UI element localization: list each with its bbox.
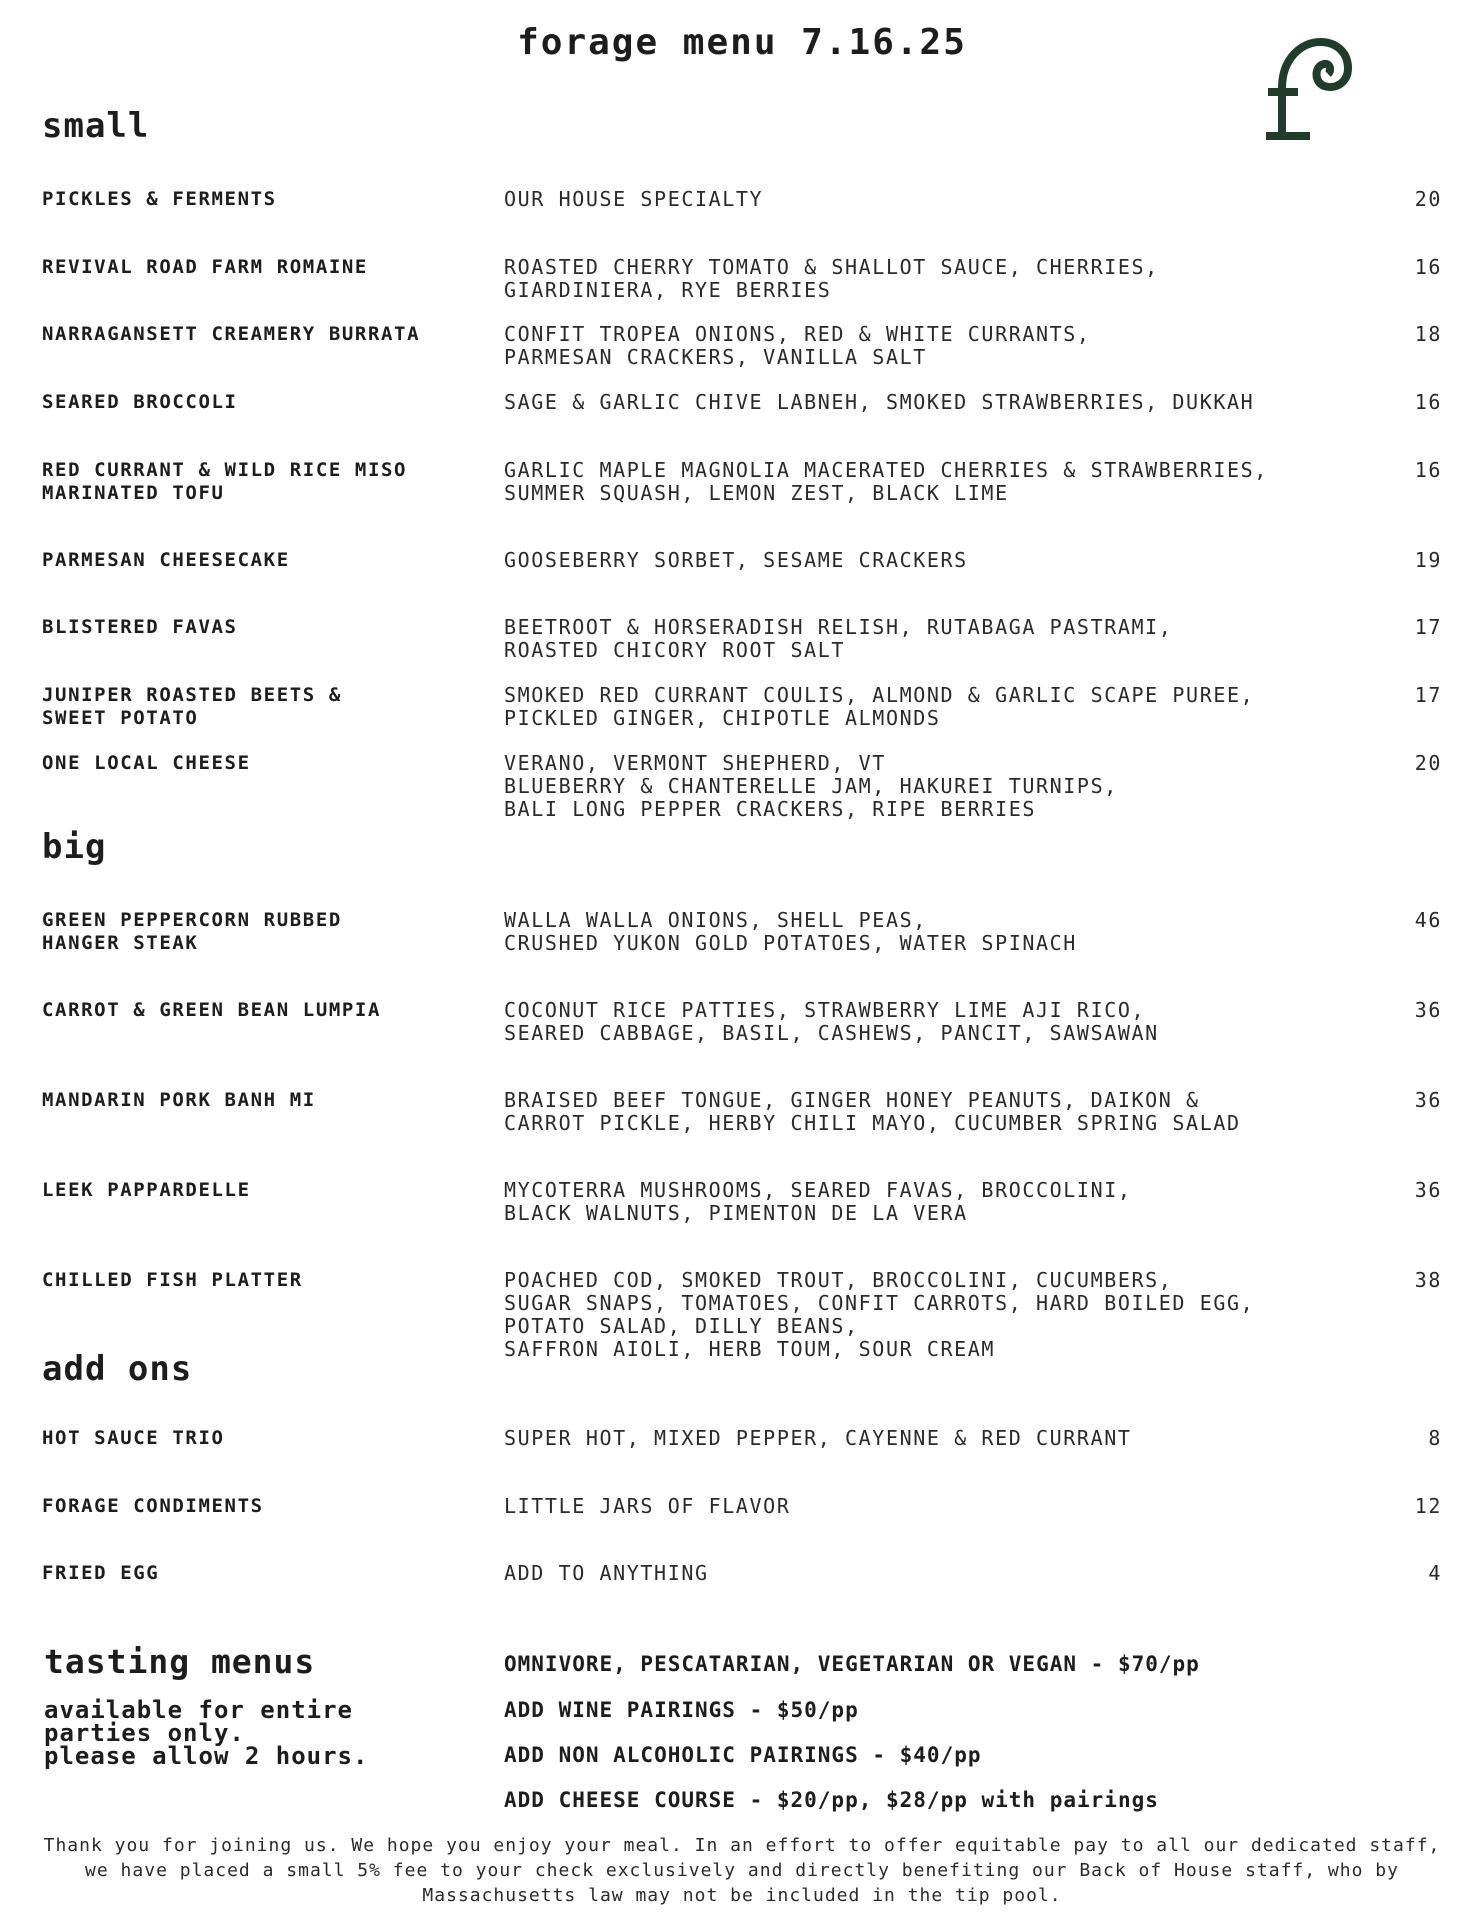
item-name: HOT SAUCE TRIO	[42, 1427, 225, 1449]
item-description: MYCOTERRA MUSHROOMS, SEARED FAVAS, BROCCOLINI, BLACK WALNUTS, PIMENTON DE LA VERA	[504, 1178, 1132, 1225]
section-heading-small: small	[42, 106, 150, 146]
item-name: PARMESAN CHEESECAKE	[42, 549, 290, 571]
item-name: CHILLED FISH PLATTER	[42, 1269, 303, 1291]
item-price: 17	[1414, 683, 1442, 707]
section-heading-addons: add ons	[42, 1349, 193, 1389]
item-name: REVIVAL ROAD FARM ROMAINE	[42, 256, 368, 278]
forage-logo-icon	[1262, 36, 1352, 140]
item-name: GREEN PEPPERCORN RUBBED HANGER STEAK	[42, 909, 342, 954]
item-description: GARLIC MAPLE MAGNOLIA MACERATED CHERRIES & STRAWBERRIES, SUMMER SQUASH, LEMON ZEST, BLACK LIME	[504, 458, 1268, 505]
item-price: 17	[1414, 615, 1442, 639]
item-name: JUNIPER ROASTED BEETS & SWEET POTATO	[42, 684, 342, 729]
item-description: BEETROOT & HORSERADISH RELISH, RUTABAGA PASTRAMI, ROASTED CHICORY ROOT SALT	[504, 615, 1173, 662]
item-name: PICKLES & FERMENTS	[42, 188, 277, 210]
item-description: WALLA WALLA ONIONS, SHELL PEAS, CRUSHED YUKON GOLD POTATOES, WATER SPINACH	[504, 908, 1077, 955]
item-description: COCONUT RICE PATTIES, STRAWBERRY LIME AJI RICO, SEARED CABBAGE, BASIL, CASHEWS, PANCIT, SAWSAWAN	[504, 998, 1159, 1045]
item-price: 16	[1414, 390, 1442, 414]
item-price: 16	[1414, 255, 1442, 279]
tasting-option: ADD WINE PAIRINGS - $50/pp	[504, 1698, 859, 1722]
tasting-option: ADD NON ALCOHOLIC PAIRINGS - $40/pp	[504, 1743, 982, 1767]
item-description: SAGE & GARLIC CHIVE LABNEH, SMOKED STRAWBERRIES, DUKKAH	[504, 390, 1255, 414]
item-name: FORAGE CONDIMENTS	[42, 1495, 264, 1517]
item-name: BLISTERED FAVAS	[42, 616, 238, 638]
item-name: SEARED BROCCOLI	[42, 391, 238, 413]
item-description: ADD TO ANYTHING	[504, 1561, 709, 1585]
section-heading-big: big	[42, 827, 107, 867]
item-price: 4	[1428, 1561, 1442, 1585]
item-name: LEEK PAPPARDELLE	[42, 1179, 251, 1201]
item-description: SUPER HOT, MIXED PEPPER, CAYENNE & RED CURRANT	[504, 1426, 1132, 1450]
item-price: 20	[1414, 187, 1442, 211]
item-price: 8	[1428, 1426, 1442, 1450]
item-description: VERANO, VERMONT SHEPHERD, VT BLUEBERRY & CHANTERELLE JAM, HAKUREI TURNIPS, BALI LONG PEPPER CRACKERS, RIPE BERRIES	[504, 751, 1118, 821]
tasting-option: ADD CHEESE COURSE - $20/pp, $28/pp with pairings	[504, 1788, 1159, 1812]
item-description: ROASTED CHERRY TOMATO & SHALLOT SAUCE, CHERRIES, GIARDINIERA, RYE BERRIES	[504, 255, 1159, 302]
item-price: 12	[1414, 1494, 1442, 1518]
item-description: SMOKED RED CURRANT COULIS, ALMOND & GARLIC SCAPE PUREE, PICKLED GINGER, CHIPOTLE ALMONDS	[504, 683, 1255, 730]
tasting-menus-note: available for entire parties only. please allow 2 hours.	[44, 1696, 369, 1770]
item-price: 36	[1414, 1178, 1442, 1202]
item-description: BRAISED BEEF TONGUE, GINGER HONEY PEANUTS, DAIKON & CARROT PICKLE, HERBY CHILI MAYO, CUCUMBER SPRING SALAD	[504, 1088, 1241, 1135]
item-name: NARRAGANSETT CREAMERY BURRATA	[42, 323, 421, 345]
item-name: RED CURRANT & WILD RICE MISO MARINATED TOFU	[42, 459, 408, 504]
footer-note: Thank you for joining us. We hope you enjoy your meal. In an effort to offer equitable pay to all our dedicated staff, we have placed a small 5% fee to your check exclusively and directly benefiting our Back of House staff, who by Massachusetts law may not be included in the tip pool.	[43, 1835, 1441, 1906]
item-price: 38	[1414, 1268, 1442, 1292]
item-price: 18	[1414, 322, 1442, 346]
item-name: MANDARIN PORK BANH MI	[42, 1089, 316, 1111]
item-name: FRIED EGG	[42, 1562, 160, 1584]
item-name: ONE LOCAL CHEESE	[42, 752, 251, 774]
item-price: 36	[1414, 1088, 1442, 1112]
item-description: POACHED COD, SMOKED TROUT, BROCCOLINI, CUCUMBERS, SUGAR SNAPS, TOMATOES, CONFIT CARROTS, HARD BOILED EGG, POTATO SALAD, DILLY BEANS, SAFFRON AIOLI, HERB TOUM, SOUR CREAM	[504, 1268, 1255, 1361]
item-name: CARROT & GREEN BEAN LUMPIA	[42, 999, 382, 1021]
page-title: forage menu 7.16.25	[517, 22, 967, 63]
item-price: 20	[1414, 751, 1442, 775]
item-price: 36	[1414, 998, 1442, 1022]
item-description: OUR HOUSE SPECIALTY	[504, 187, 764, 211]
item-price: 46	[1414, 908, 1442, 932]
tasting-menus-heading: tasting menus	[44, 1642, 316, 1681]
item-description: CONFIT TROPEA ONIONS, RED & WHITE CURRANTS, PARMESAN CRACKERS, VANILLA SALT	[504, 322, 1091, 369]
item-description: GOOSEBERRY SORBET, SESAME CRACKERS	[504, 548, 968, 572]
item-price: 19	[1414, 548, 1442, 572]
item-description: LITTLE JARS OF FLAVOR	[504, 1494, 791, 1518]
tasting-option: OMNIVORE, PESCATARIAN, VEGETARIAN OR VEGAN - $70/pp	[504, 1652, 1200, 1676]
item-price: 16	[1414, 458, 1442, 482]
